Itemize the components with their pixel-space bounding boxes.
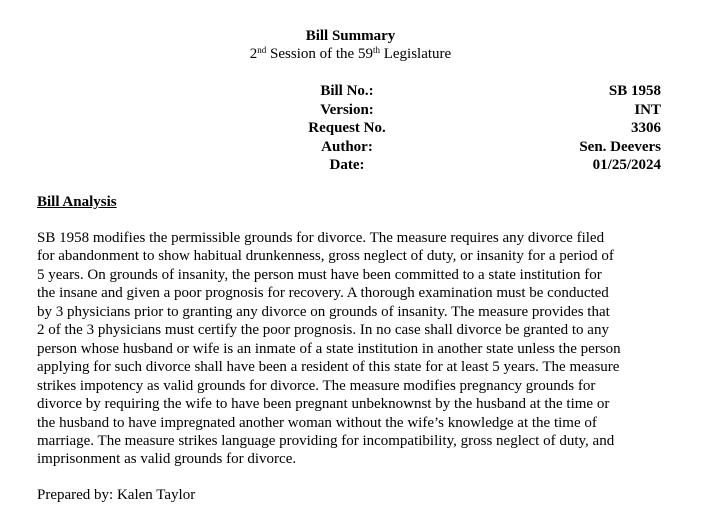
- session-end-text: Legislature: [379, 46, 452, 62]
- meta-label: Request No.: [308, 120, 386, 136]
- meta-row-author: [0, 138, 709, 157]
- analysis-line: 2 of the 3 physicians must certify the poor prognosis. In no case shall divorce be granted to any: [37, 322, 609, 339]
- analysis-line: divorce by requiring the wife to have been pregnant unbeknownst by the husband at the time or: [37, 396, 610, 413]
- meta-label: Author:: [321, 138, 373, 155]
- document-header: [0, 27, 709, 63]
- legislature-suffix: th: [372, 45, 380, 55]
- meta-value: 01/25/2024: [592, 157, 661, 173]
- session-ordinal: 2: [249, 46, 258, 62]
- bill-analysis-heading: Bill Analysis: [37, 194, 117, 210]
- analysis-line: imprisonment as valid grounds for divorce.: [37, 451, 297, 468]
- analysis-line: for abandonment to show habitual drunkenness, gross neglect of duty, or insanity for a period of: [37, 248, 614, 265]
- meta-value: INT: [634, 101, 661, 118]
- session-line: [0, 45, 709, 63]
- bill-analysis-text: [37, 229, 667, 469]
- meta-value: 3306: [631, 120, 661, 136]
- analysis-line: applying for such divorce shall have been a resident of this state for at least 5 years. The measure: [37, 359, 620, 376]
- analysis-line: the insane and given a poor prognosis for recovery. A thorough examination must be conducted: [37, 285, 609, 302]
- meta-row-request-no: [0, 119, 709, 138]
- meta-label: Date:: [329, 157, 365, 173]
- meta-label: Bill No.:: [320, 83, 374, 99]
- prepared-by: Prepared by: Kalen Taylor: [37, 487, 196, 503]
- bill-metadata: [0, 82, 709, 175]
- meta-row-version: [0, 101, 709, 120]
- analysis-line: person whose husband or wife is an inmate of a state institution in another state unless the person: [37, 340, 621, 357]
- analysis-line: marriage. The measure strikes language providing for incompatibility, gross neglect of duty, and: [37, 432, 615, 449]
- analysis-line: SB 1958 modifies the permissible grounds for divorce. The measure requires any divorce filed: [37, 230, 605, 246]
- document-title: Bill Summary: [305, 28, 396, 44]
- analysis-line: strikes impotency as valid grounds for divorce. The measure modifies pregnancy grounds for: [37, 377, 596, 394]
- meta-row-bill-no: [0, 82, 709, 101]
- analysis-line: by 3 physicians prior to granting any divorce on grounds of insanity. The measure provides that: [37, 303, 610, 320]
- legislature-number: 59: [357, 46, 373, 62]
- meta-row-date: [0, 156, 709, 175]
- session-middle-text: Session of the: [266, 46, 358, 62]
- session-ordinal-suffix: nd: [257, 45, 267, 55]
- analysis-line: the husband to have impregnated another woman without the wife’s knowledge at the time of: [37, 414, 597, 431]
- meta-label: Version:: [320, 101, 374, 118]
- meta-value: SB 1958: [608, 83, 661, 99]
- analysis-line: 5 years. On grounds of insanity, the person must have been committed to a state institution for: [37, 266, 602, 283]
- meta-value: Sen. Deevers: [579, 138, 661, 155]
